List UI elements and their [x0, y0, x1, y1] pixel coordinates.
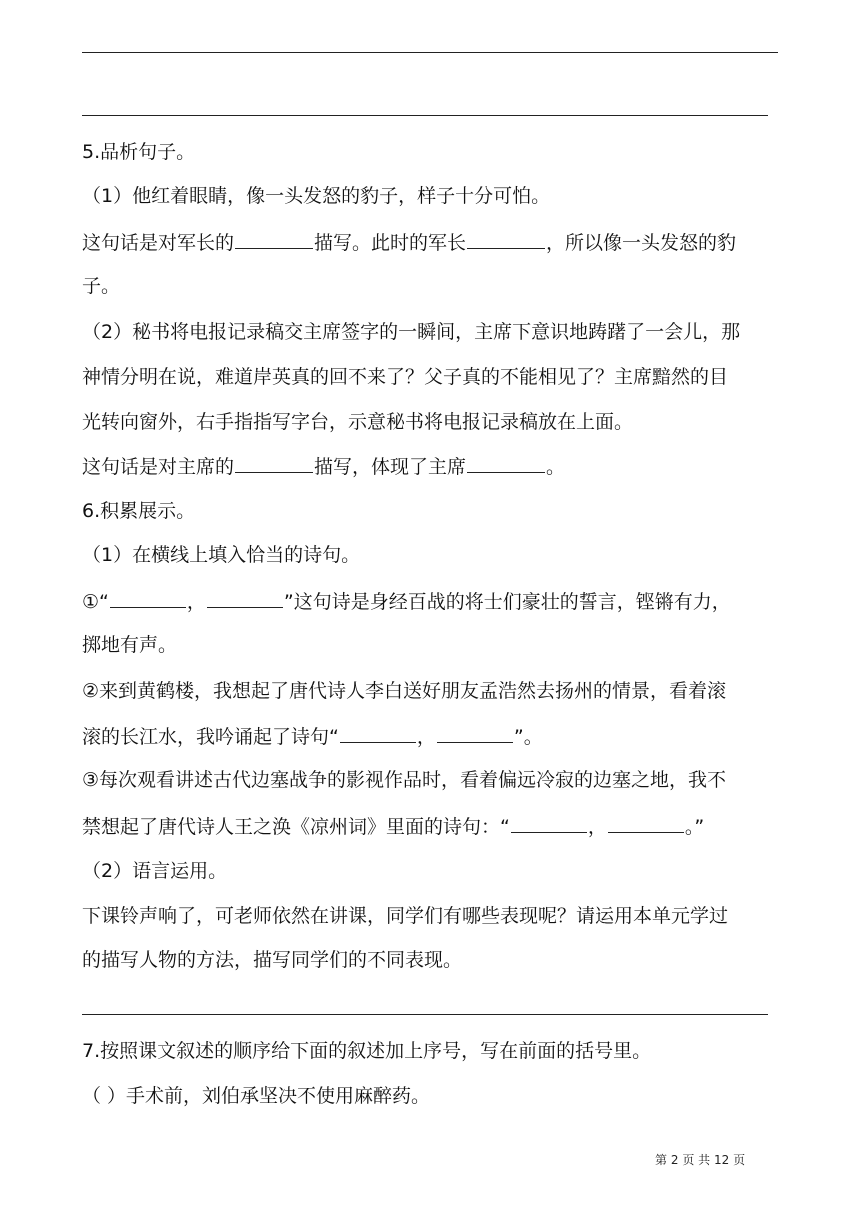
fill-blank[interactable] — [511, 814, 587, 833]
footer-label: 页 — [682, 1153, 695, 1167]
q6-item-2: ②来到黄鹤楼，我想起了唐代诗人李白送好朋友孟浩然去扬州的情景，看着滚 — [82, 680, 727, 702]
q6-item-2-cont: 滚的长江水，我吟诵起了诗句“ ， ”。 — [82, 726, 543, 748]
q6-item-1: ①“ ， ”这句诗是身经百战的将士们豪壮的誓言，铿锵有力， — [82, 591, 731, 613]
q5-question-1: 这句话是对军长的 描写。此时的军长 ，所以像一头发怒的豹 — [82, 232, 737, 254]
q6-part-2: （2）语言运用。 — [82, 860, 228, 882]
question-7-heading: 7.按照课文叙述的顺序给下面的叙述加上序号，写在前面的括号里。 — [82, 1040, 652, 1062]
fill-blank[interactable] — [235, 454, 313, 473]
q5-question-2: 这句话是对主席的 描写，体现了主席 。 — [82, 456, 566, 478]
q5-sentence-2-cont: 神情分明在说，难道岸英真的回不来了？父子真的不能相见了？主席黯然的目 — [82, 366, 729, 388]
fill-blank[interactable] — [467, 230, 545, 249]
q6-part-1: （1）在横线上填入恰当的诗句。 — [82, 544, 361, 566]
footer-label: 页 — [733, 1153, 746, 1167]
footer-label: 第 — [655, 1153, 668, 1167]
q5-sentence-2: （2）秘书将电报记录稿交主席签字的一瞬间，主席下意识地踌躇了一会儿，那 — [82, 321, 741, 343]
fill-blank[interactable] — [608, 814, 684, 833]
q5-sentence-2-cont: 光转向窗外，右手指指写字台，示意秘书将电报记录稿放在上面。 — [82, 411, 634, 433]
footer-label: 共 — [698, 1153, 711, 1167]
page-number: 2 — [670, 1153, 679, 1167]
q5-sentence-1: （1）他红着眼睛，像一头发怒的豹子，样子十分可怕。 — [82, 185, 551, 207]
question-5-heading: 5.品析句子。 — [82, 141, 196, 163]
page-total: 12 — [714, 1153, 730, 1167]
q6-prompt: 下课铃声响了，可老师依然在讲课，同学们有哪些表现呢？请运用本单元学过 — [82, 905, 729, 927]
answer-line[interactable] — [82, 115, 768, 116]
fill-blank[interactable] — [235, 230, 313, 249]
q6-item-3: ③每次观看讲述古代边塞战争的影视作品时，看着偏远冷寂的边塞之地，我不 — [82, 769, 727, 791]
q6-item-3-cont: 禁想起了唐代诗人王之涣《凉州词》里面的诗句：“ ， 。” — [82, 816, 705, 838]
fill-blank[interactable] — [207, 589, 283, 608]
q6-item-1-cont: 掷地有声。 — [82, 634, 178, 656]
answer-line[interactable] — [82, 1014, 768, 1015]
q7-item-1: （ ）手术前，刘伯承坚决不使用麻醉药。 — [82, 1085, 431, 1107]
fill-blank[interactable] — [467, 454, 545, 473]
fill-blank[interactable] — [340, 724, 416, 743]
fill-blank[interactable] — [437, 724, 513, 743]
question-6-heading: 6.积累展示。 — [82, 500, 196, 522]
q6-prompt-cont: 的描写人物的方法，描写同学们的不同表现。 — [82, 949, 463, 971]
q5-question-1-cont: 子。 — [82, 275, 121, 297]
fill-blank[interactable] — [110, 589, 186, 608]
answer-line[interactable] — [82, 52, 778, 53]
